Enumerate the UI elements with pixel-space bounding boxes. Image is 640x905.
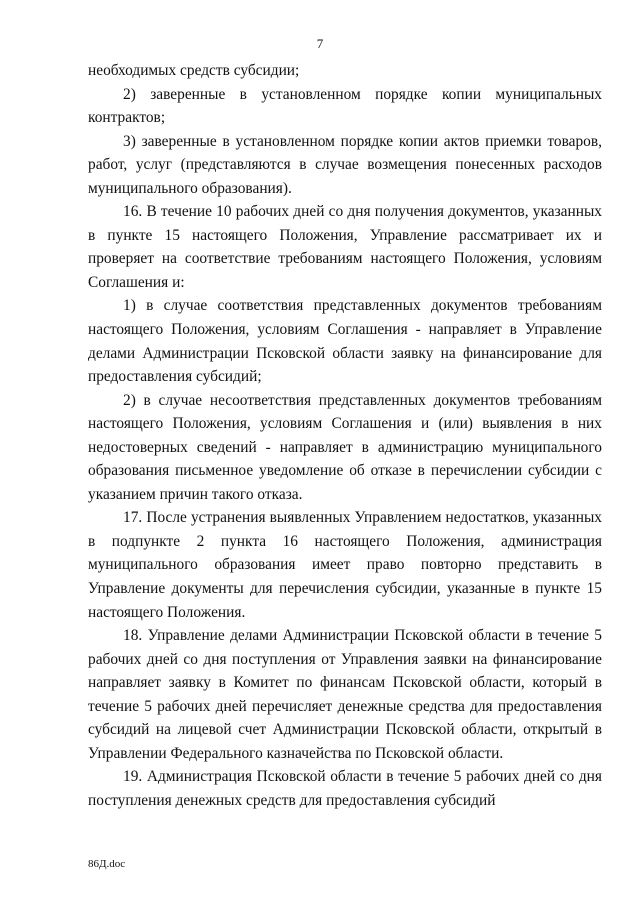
- paragraph-clause-16-item-2: 2) в случае несоответствия представленных документов требованиям настоящего Положения, условиям Соглашения и (или) выявления в них недостоверных сведений - направляет в администрацию муниципального образования письменное уведомление об отказе в перечислении субсидии с указанием причин такого отказа.: [88, 391, 602, 503]
- paragraph-clause-16: 16. В течение 10 рабочих дней со дня получения документов, указанных в пункте 15 настоящего Положения, Управление рассматривает их и проверяет на соответствие требованиям настоящего Положения, условиям Соглашения и:: [88, 203, 602, 291]
- page-number: 7: [316, 36, 324, 51]
- paragraph-subsidy-funds-end: необходимых средств субсидии;: [88, 62, 300, 79]
- paragraph-item-2-contracts: 2) заверенные в установленном порядке копии муниципальных контрактов;: [88, 85, 602, 127]
- footer-filename: 86Д.doc: [88, 858, 126, 870]
- paragraph-clause-16-item-1: 1) в случае соответствия представленных документов требованиям настоящего Положения, условиям Соглашения - направляет в Управление делами Администрации Псковской области заявку на финансирование для предоставления субсидий;: [88, 297, 602, 386]
- paragraph-clause-18: 18. Управление делами Администрации Псковской области в течение 5 рабочих дней со дня поступления от Управления заявки на финансирование направляет заявку в Комитет по финансам Псковской области, который в течение 5 рабочих дней перечисляет денежные средства для предоставления субсидий на лицевой счет Администрации Псковской области, открытый в Управлении Федерального казначейства по Псковской области.: [88, 627, 602, 762]
- paragraph-clause-17: 17. После устранения выявленных Управлением недостатков, указанных в подпункте 2 пункта 16 настоящего Положения, администрация муниципального образования имеет право повторно представить в Управление документы для перечисления субсидии, указанные в пункте 15 настоящего Положения.: [88, 509, 602, 621]
- paragraph-item-3-acceptance-acts: 3) заверенные в установленном порядке копии актов приемки товаров, работ, услуг (представляются в случае возмещения понесенных расходов муниципального образования).: [88, 132, 602, 197]
- document-body: [88, 59, 602, 813]
- paragraph-clause-19: 19. Администрация Псковской области в течение 5 рабочих дней со дня поступления денежных средств для предоставления субсидий: [88, 768, 602, 809]
